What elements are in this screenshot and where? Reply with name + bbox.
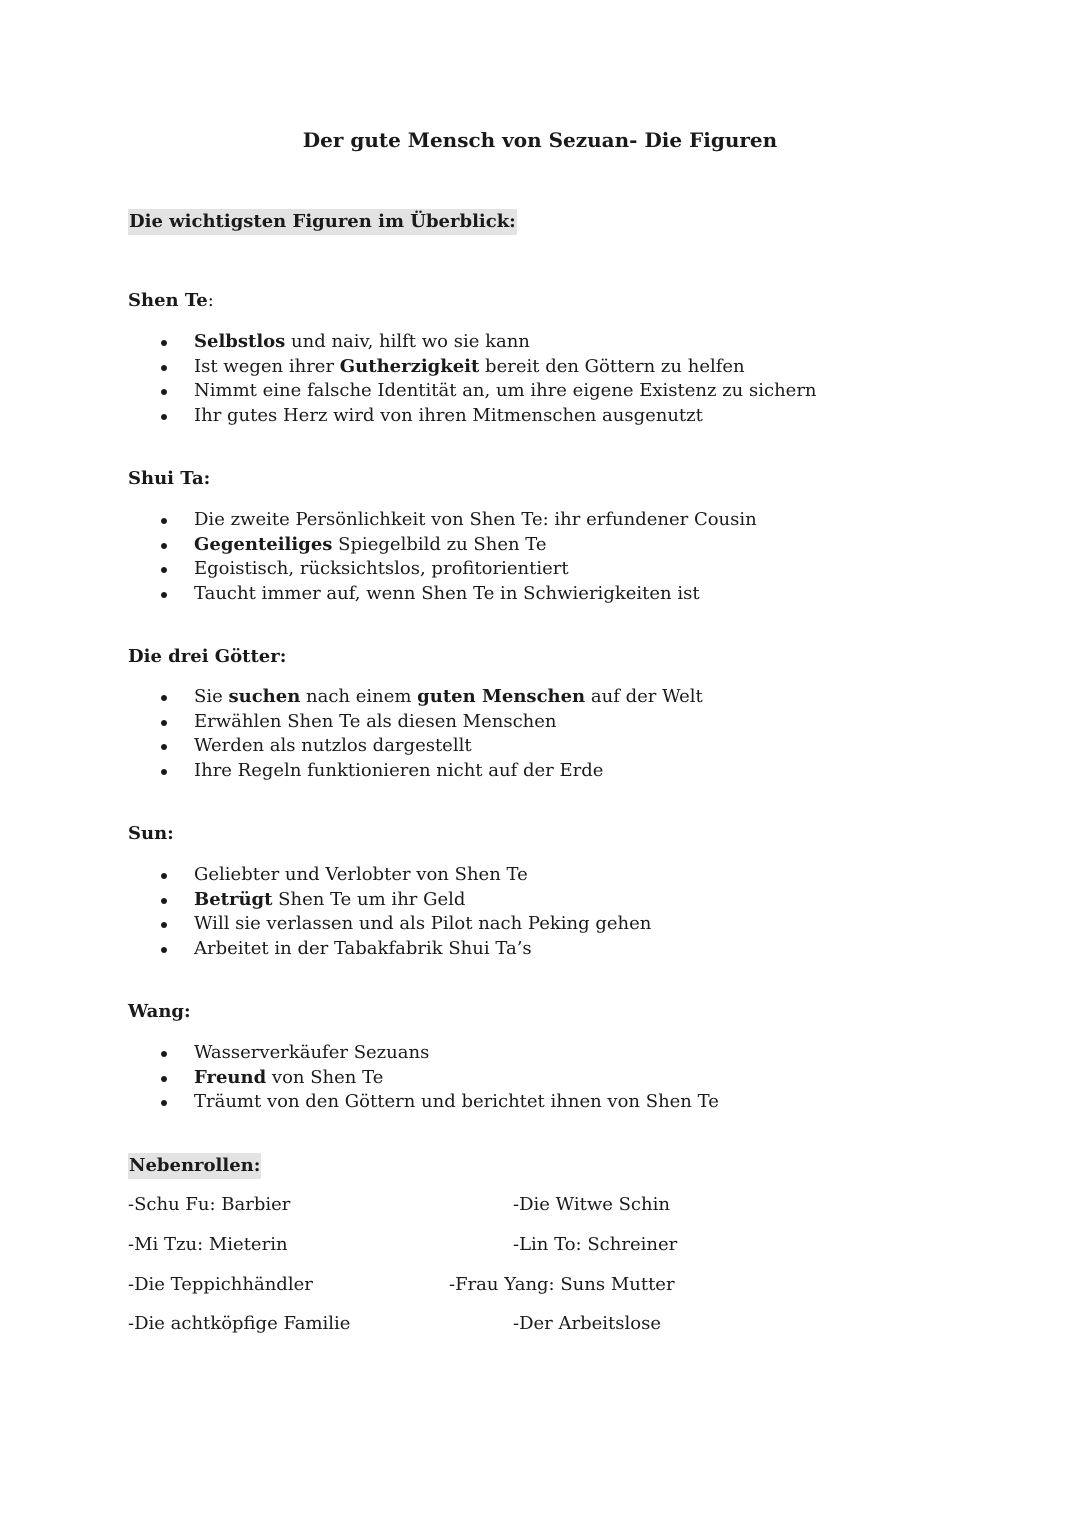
list-item: Arbeitet in der Tabakfabrik Shui Ta’s	[0, 937, 651, 962]
list-item: Träumt von den Göttern und berichtet ihnen von Shen Te	[0, 1090, 719, 1115]
list-item: Taucht immer auf, wenn Shen Te in Schwierigkeiten ist	[0, 582, 757, 607]
character-heading-shen-te: Shen Te:	[128, 290, 214, 311]
list-item: Freund von Shen Te	[0, 1066, 719, 1091]
list-item: Werden als nutzlos dargestellt	[0, 734, 703, 759]
character-heading-shui-ta: Shui Ta:	[128, 468, 211, 489]
list-item: Nimmt eine falsche Identität an, um ihre eigene Existenz zu sichern	[0, 379, 817, 404]
list-item: Selbstlos und naiv, hilft wo sie kann	[0, 330, 817, 355]
list-item: Ist wegen ihrer Gutherzigkeit bereit den Göttern zu helfen	[0, 355, 817, 380]
character-heading-sun: Sun:	[128, 823, 174, 844]
list-item: Wasserverkäufer Sezuans	[0, 1041, 719, 1066]
list-item: Die zweite Persönlichkeit von Shen Te: ihr erfundener Cousin	[0, 508, 757, 533]
character-heading-goetter: Die drei Götter:	[128, 646, 287, 667]
list-item: Betrügt Shen Te um ihr Geld	[0, 888, 651, 913]
list-item: Sie suchen nach einem guten Menschen auf der Welt	[0, 685, 703, 710]
list-item: Ihre Regeln funktionieren nicht auf der Erde	[0, 759, 703, 784]
overview-heading: Die wichtigsten Figuren im Überblick:	[128, 209, 517, 235]
shen-te-list	[0, 330, 817, 429]
list-item: Will sie verlassen und als Pilot nach Peking gehen	[0, 912, 651, 937]
side-role-item: -Der Arbeitslose	[513, 1313, 661, 1334]
wang-list	[0, 1041, 719, 1115]
side-role-item: -Die Witwe Schin	[513, 1194, 670, 1215]
list-item: Ihr gutes Herz wird von ihren Mitmenschen ausgenutzt	[0, 404, 817, 429]
shui-ta-list	[0, 508, 757, 607]
goetter-list	[0, 685, 703, 784]
side-role-item: -Die achtköpfige Familie	[128, 1313, 351, 1334]
list-item: Erwählen Shen Te als diesen Menschen	[0, 710, 703, 735]
side-role-item: -Schu Fu: Barbier	[128, 1194, 291, 1215]
side-role-item: -Mi Tzu: Mieterin	[128, 1234, 288, 1255]
sun-list	[0, 863, 651, 962]
list-item: Egoistisch, rücksichtslos, profitorientiert	[0, 557, 757, 582]
side-role-item: -Frau Yang: Suns Mutter	[449, 1274, 675, 1295]
side-role-item: -Lin To: Schreiner	[513, 1234, 678, 1255]
list-item: Gegenteiliges Spiegelbild zu Shen Te	[0, 533, 757, 558]
character-heading-wang: Wang:	[128, 1001, 191, 1022]
list-item: Geliebter und Verlobter von Shen Te	[0, 863, 651, 888]
document-title: Der gute Mensch von Sezuan- Die Figuren	[302, 128, 778, 152]
side-role-item: -Die Teppichhändler	[128, 1274, 313, 1295]
side-roles-heading: Nebenrollen:	[128, 1153, 261, 1179]
